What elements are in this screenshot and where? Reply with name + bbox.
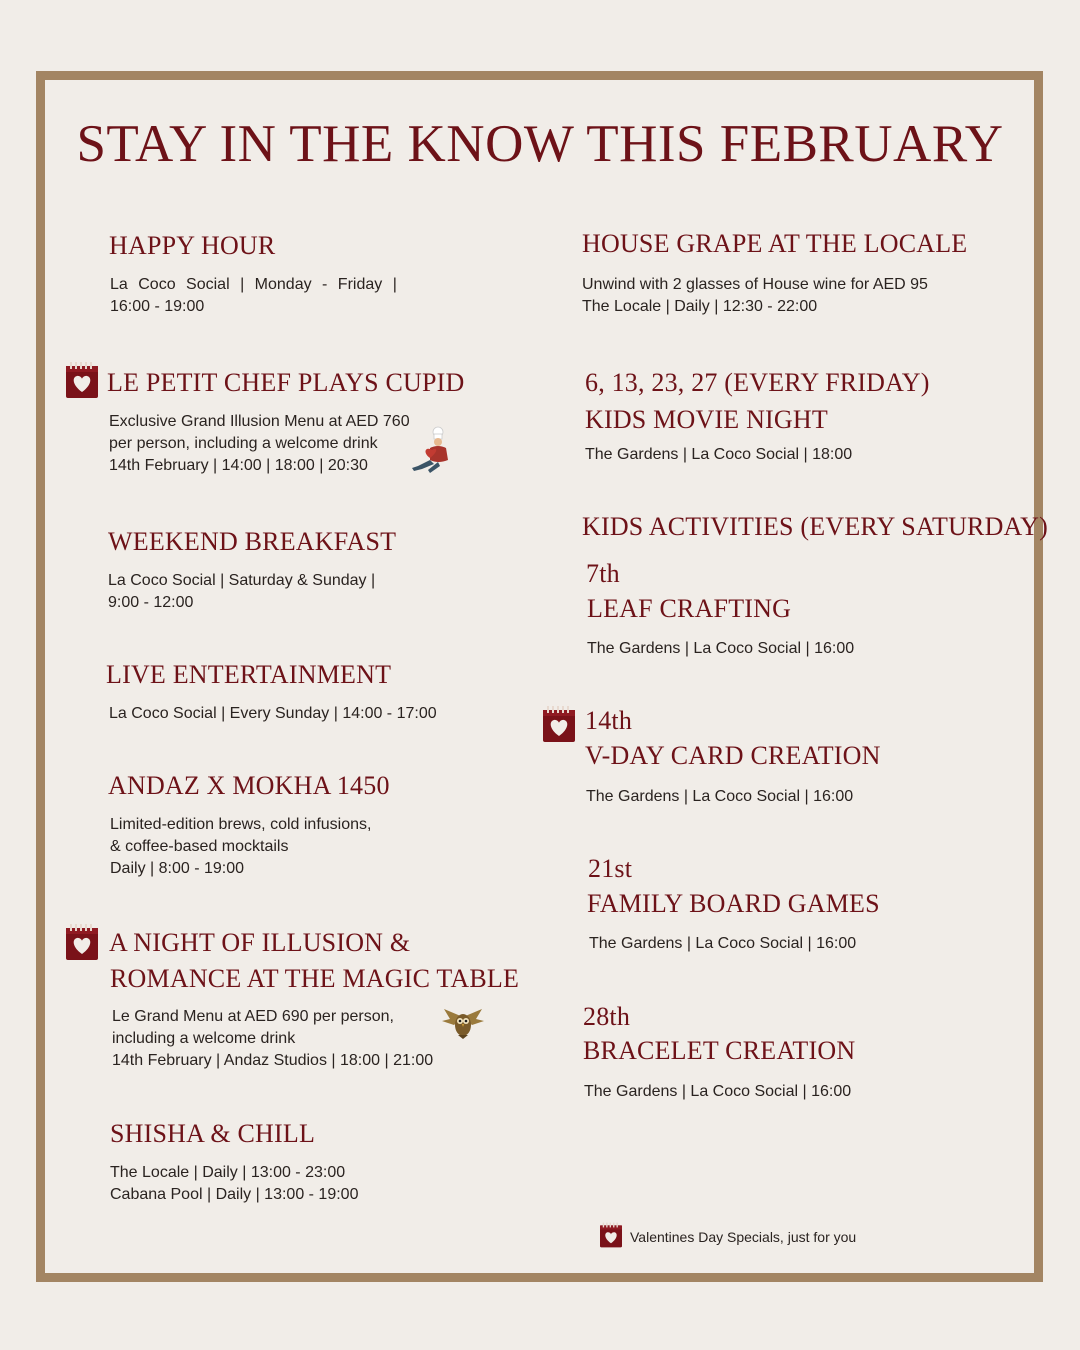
board-games-heading: FAMILY BOARD GAMES <box>587 889 880 918</box>
magic-table-line-1: Le Grand Menu at AED 690 per person, <box>112 1008 394 1025</box>
shisha-line-1: The Locale | Daily | 13:00 - 23:00 <box>110 1164 346 1181</box>
bracelet-heading: BRACELET CREATION <box>583 1036 856 1065</box>
board-games-date: 21st <box>588 854 633 883</box>
movie-night-heading: KIDS MOVIE NIGHT <box>585 405 828 434</box>
leaf-line-1: The Gardens | La Coco Social | 16:00 <box>587 640 855 657</box>
shisha-line-2: Cabana Pool | Daily | 13:00 - 19:00 <box>110 1186 359 1203</box>
calendar-heart-icon <box>543 706 575 742</box>
bracelet-line-1: The Gardens | La Coco Social | 16:00 <box>584 1083 852 1100</box>
page-title: STAY IN THE KNOW THIS FEBRUARY <box>76 115 1004 173</box>
bracelet-date: 28th <box>583 1002 631 1031</box>
happy-hour-heading: HAPPY HOUR <box>109 231 276 260</box>
mokha-line-2: & coffee-based mocktails <box>110 838 289 855</box>
movie-night-line-1: The Gardens | La Coco Social | 18:00 <box>585 446 853 463</box>
board-games-line-1: The Gardens | La Coco Social | 16:00 <box>589 935 857 952</box>
magic-table-heading-2: ROMANCE AT THE MAGIC TABLE <box>110 964 520 993</box>
live-entertainment-heading: LIVE ENTERTAINMENT <box>106 660 392 689</box>
petit-chef-heading: LE PETIT CHEF PLAYS CUPID <box>107 368 465 397</box>
house-grape-line-1: Unwind with 2 glasses of House wine for AED 95 <box>582 276 928 293</box>
house-grape-line-2: The Locale | Daily | 12:30 - 22:00 <box>582 298 818 315</box>
petit-chef-line-2: per person, including a welcome drink <box>109 435 378 452</box>
shisha-heading: SHISHA & CHILL <box>110 1119 316 1148</box>
weekend-breakfast-heading: WEEKEND BREAKFAST <box>108 527 397 556</box>
magic-table-line-2: including a welcome drink <box>112 1030 296 1047</box>
calendar-heart-icon <box>66 362 98 398</box>
magic-table-heading-1: A NIGHT OF ILLUSION & <box>109 928 411 957</box>
weekend-breakfast-line-2: 9:00 - 12:00 <box>108 594 194 611</box>
kids-activities-heading: KIDS ACTIVITIES (EVERY SATURDAY) <box>582 512 1048 541</box>
mokha-line-3: Daily | 8:00 - 19:00 <box>110 860 245 877</box>
weekend-breakfast-line-1: La Coco Social | Saturday & Sunday | <box>108 572 376 589</box>
mokha-heading: ANDAZ X MOKHA 1450 <box>108 771 390 800</box>
petit-chef-line-3: 14th February | 14:00 | 18:00 | 20:30 <box>109 457 368 474</box>
mokha-line-1: Limited-edition brews, cold infusions, <box>110 816 372 833</box>
happy-hour-line-2: 16:00 - 19:00 <box>110 298 205 315</box>
vday-heading: V-DAY CARD CREATION <box>585 741 881 770</box>
vday-line-1: The Gardens | La Coco Social | 16:00 <box>586 788 854 805</box>
owl-icon <box>440 1005 486 1041</box>
leaf-heading: LEAF CRAFTING <box>587 594 792 623</box>
chef-icon <box>408 426 456 476</box>
live-entertainment-line-1: La Coco Social | Every Sunday | 14:00 - 17:00 <box>109 705 437 722</box>
calendar-heart-icon <box>600 1222 622 1248</box>
calendar-heart-icon <box>66 924 98 960</box>
petit-chef-line-1: Exclusive Grand Illusion Menu at AED 760 <box>109 413 410 430</box>
leaf-date: 7th <box>586 559 620 588</box>
movie-night-dates: 6, 13, 23, 27 (EVERY FRIDAY) <box>585 368 930 397</box>
happy-hour-line-1: La Coco Social | Monday - Friday | <box>110 276 397 293</box>
magic-table-line-3: 14th February | Andaz Studios | 18:00 | 21:00 <box>112 1052 434 1069</box>
vday-date: 14th <box>585 706 633 735</box>
legend-text: Valentines Day Specials, just for you <box>630 1229 857 1245</box>
house-grape-heading: HOUSE GRAPE AT THE LOCALE <box>582 229 968 258</box>
